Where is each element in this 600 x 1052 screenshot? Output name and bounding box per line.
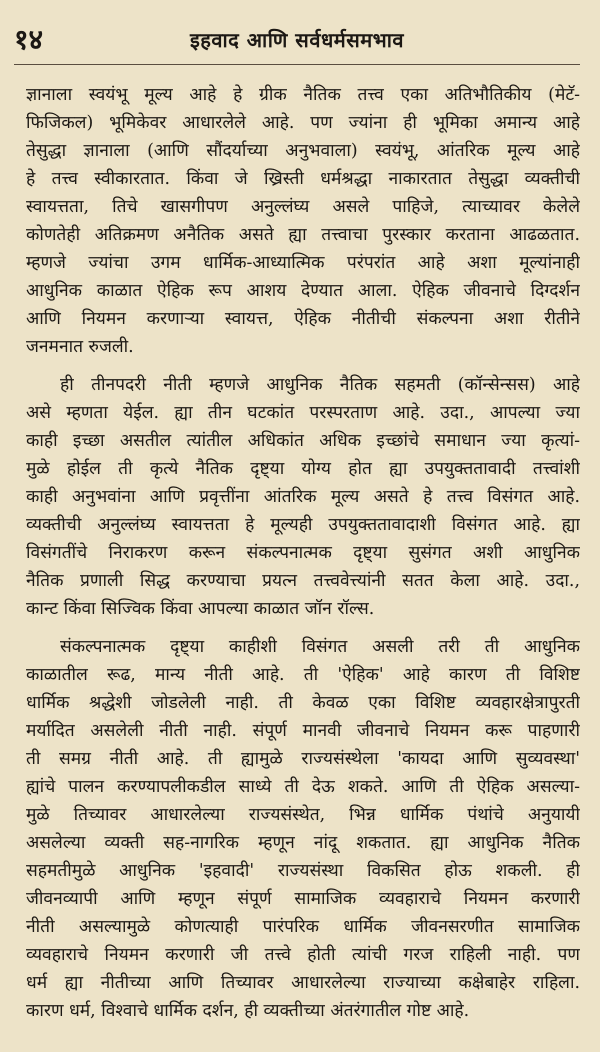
- text-line: नैतिक प्रणाली सिद्ध करण्याचा प्रयत्न तत्त्ववेत्त्यांनी सतत केला आहे. उदा.,: [26, 571, 580, 591]
- text-line: ज्ञानाला स्वयंभू मूल्य आहे हे ग्रीक नैतिक तत्त्व एका अतिभौतिकीय (मेटॅ-: [26, 85, 580, 105]
- text-line: व्यक्तीची अनुल्लंघ्य स्वायत्तता हे मूल्यही उपयुक्ततावादाशी विसंगत आहे. ह्या: [26, 515, 580, 535]
- text-line: असे म्हणता येईल. ह्या तीन घटकांत परस्परताण आहे. उदा., आपल्या ज्या: [26, 403, 580, 423]
- text-line: विसंगतींचे निराकरण करून संकल्पनात्मक दृष्ट्या सुसंगत अशी आधुनिक: [26, 543, 580, 563]
- text-line: तेसुद्धा ज्ञानाला (आणि सौंदर्याच्या अनुभवाला) स्वयंभू, आंतरिक मूल्य आहे: [26, 141, 580, 161]
- text-line: आधुनिक काळात ऐहिक रूप आशय देण्यात आला. ऐहिक जीवनाचे दिग्दर्शन: [26, 281, 580, 301]
- paragraph-1: [26, 81, 580, 361]
- page-header: [14, 20, 580, 65]
- text-line: ती समग्र नीती आहे. ती ह्यामुळे राज्यसंस्थेला 'कायदा आणि सुव्यवस्था': [26, 749, 580, 769]
- paragraph-3: [26, 633, 580, 1025]
- text-line: धार्मिक श्रद्धेशी जोडलेली नाही. ती केवळ एका विशिष्ट व्यवहारक्षेत्रापुरती: [26, 693, 580, 713]
- text-line: फिजिकल) भूमिकेवर आधारलेले आहे. पण ज्यांना ही भूमिका अमान्य आहे: [26, 113, 580, 133]
- text-line: धर्म ह्या नीतीच्या आणि तिच्यावर आधारलेल्या राज्याच्या कक्षेबाहेर राहिला.: [26, 973, 580, 993]
- text-line: काही इच्छा असतील त्यांतील अधिकांत अधिक इच्छांचे समाधान ज्या कृत्यां-: [26, 431, 580, 451]
- text-line: हे तत्त्व स्वीकारतात. किंवा जे ख्रिस्ती धर्मश्रद्धा नाकारतात तेसुद्धा व्यक्तीची: [26, 169, 580, 189]
- text-line: मर्यादित असलेली नीती नाही. संपूर्ण मानवी जीवनाचे नियमन करू पाहणारी: [26, 721, 580, 741]
- text-line: आणि नियमन करणाऱ्या स्वायत्त, ऐहिक नीतीची संकल्पना अशा रीतीने: [26, 309, 580, 329]
- text-line: काळातील रूढ, मान्य नीती आहे. ती 'ऐहिक' आहे कारण ती विशिष्ट: [26, 665, 580, 685]
- text-line: जनमनात रुजली.: [26, 337, 134, 357]
- text-line: ही तीनपदरी नीती म्हणजे आधुनिक नैतिक सहमती (कॉन्सेन्सस) आहे: [60, 375, 580, 395]
- text-line: संकल्पनात्मक दृष्ट्या काहीशी विसंगत असली तरी ती आधुनिक: [60, 637, 580, 657]
- text-line: ह्यांचे पालन करण्यापलीकडील साध्ये ती देऊ शकते. आणि ती ऐहिक असल्या-: [26, 777, 580, 797]
- text-line: काही अनुभवांना आणि प्रवृत्तींना आंतरिक मूल्य असते हे तत्त्व विसंगत आहे.: [26, 487, 580, 507]
- text-line: कोणतेही अतिक्रमण अनैतिक असते ह्या तत्त्वाचा पुरस्कार करताना आढळतात.: [26, 225, 580, 245]
- text-line: जीवनव्यापी आणि म्हणून संपूर्ण सामाजिक व्यवहाराचे नियमन करणारी: [26, 889, 580, 909]
- running-title: इहवाद आणि सर्वधर्मसमभाव: [189, 28, 405, 52]
- text-line: व्यवहाराचे नियमन करणारी जी तत्त्वे होती त्यांची गरज राहिली नाही. पण: [26, 945, 580, 965]
- page-body: [26, 81, 580, 1025]
- text-line: स्वायत्तता, तिचे खासगीपण अनुल्लंघ्य असले पाहिजे, त्याच्यावर केलेले: [26, 197, 580, 217]
- text-line: म्हणजे ज्यांचा उगम धार्मिक-आध्यात्मिक परंपरांत आहे अशा मूल्यांनाही: [26, 253, 580, 273]
- text-line: मुळे होईल ती कृत्ये नैतिक दृष्ट्या योग्य होत ह्या उपयुक्ततावादी तत्त्वांशी: [26, 459, 580, 479]
- text-line: मुळे तिच्यावर आधारलेल्या राज्यसंस्थेत, भिन्न धार्मिक पंथांचे अनुयायी: [26, 805, 580, 825]
- text-line: नीती असल्यामुळे कोणत्याही पारंपरिक धार्मिक जीवनसरणीत सामाजिक: [26, 917, 580, 937]
- text-line: असलेल्या व्यक्ती सह-नागरिक म्हणून नांदू शकतात. ह्या आधुनिक नैतिक: [26, 833, 580, 853]
- text-line: कारण धर्म, विश्वाचे धार्मिक दर्शन, ही व्यक्तीच्या अंतरंगातील गोष्ट आहे.: [26, 1001, 470, 1021]
- page-number: १४: [14, 23, 44, 56]
- text-line: सहमतीमुळे आधुनिक 'इहवादी' राज्यसंस्था विकसित होऊ शकली. ही: [26, 861, 580, 881]
- paragraph-2: [26, 371, 580, 623]
- text-line: कान्ट किंवा सिज्विक किंवा आपल्या काळात जॉन रॉल्स.: [26, 599, 375, 619]
